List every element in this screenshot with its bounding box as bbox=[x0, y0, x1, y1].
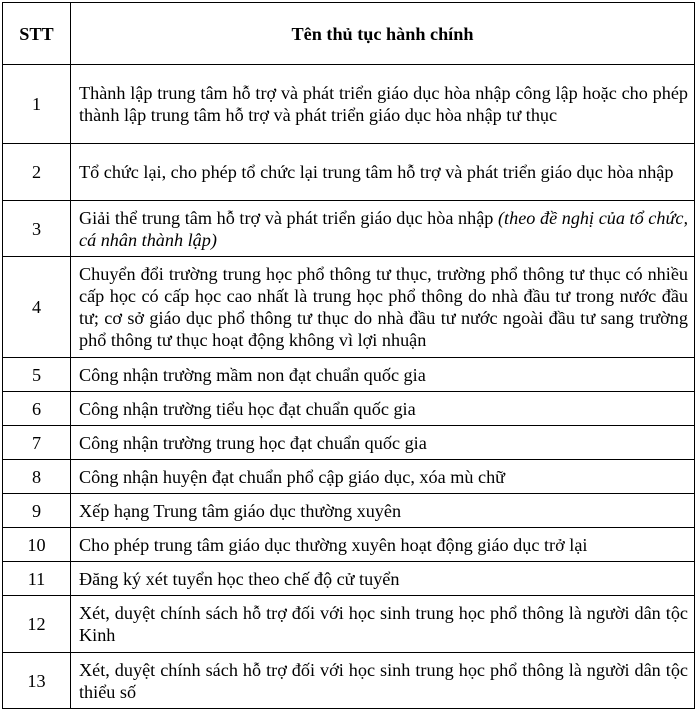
row-number: 4 bbox=[3, 257, 71, 358]
table-row bbox=[3, 201, 695, 257]
table-row bbox=[3, 144, 695, 201]
table-row bbox=[3, 653, 695, 709]
procedure-name: Tổ chức lại, cho phép tổ chức lại trung tâm hỗ trợ và phát triển giáo dục hòa nhập bbox=[71, 144, 695, 201]
procedure-name-text: Giải thể trung tâm hỗ trợ và phát triển giáo dục hòa nhập bbox=[79, 207, 494, 228]
row-number: 11 bbox=[3, 562, 71, 596]
procedure-note: (theo đề nghị của tổ chức, cá nhân thành lập) bbox=[79, 207, 689, 250]
row-number: 8 bbox=[3, 460, 71, 494]
row-number: 5 bbox=[3, 358, 71, 392]
procedure-name: Công nhận huyện đạt chuẩn phổ cập giáo dục, xóa mù chữ bbox=[71, 460, 695, 494]
procedure-name: Chuyển đổi trường trung học phổ thông tư thục, trường phổ thông tư thục có nhiều cấp học có cấp học cao nhất là trung học phổ thông do nhà đầu tư trong nước đầu tư; cơ sở giáo dục phổ thông tư thục do nhà đầu tư nước ngoài đầu tư sang trường phổ thông tư thục hoạt động không vì lợi nhuận bbox=[71, 257, 695, 358]
procedure-name: Thành lập trung tâm hỗ trợ và phát triển giáo dục hòa nhập công lập hoặc cho phép thành lập trung tâm hỗ trợ và phát triển giáo dục hòa nhập tư thục bbox=[71, 65, 695, 144]
procedure-name: Cho phép trung tâm giáo dục thường xuyên hoạt động giáo dục trở lại bbox=[71, 528, 695, 562]
document-page bbox=[2, 2, 695, 709]
procedure-name: Xếp hạng Trung tâm giáo dục thường xuyên bbox=[71, 494, 695, 528]
row-number: 7 bbox=[3, 426, 71, 460]
table-row bbox=[3, 257, 695, 358]
header-procedure-name: Tên thủ tục hành chính bbox=[71, 3, 695, 65]
procedure-name: Xét, duyệt chính sách hỗ trợ đối với học sinh trung học phổ thông là người dân tộc thiểu số bbox=[71, 653, 695, 709]
table-row bbox=[3, 358, 695, 392]
table-row bbox=[3, 392, 695, 426]
table-row bbox=[3, 426, 695, 460]
table-row bbox=[3, 528, 695, 562]
row-number: 1 bbox=[3, 65, 71, 144]
table-row bbox=[3, 65, 695, 144]
procedure-name: Công nhận trường mầm non đạt chuẩn quốc gia bbox=[71, 358, 695, 392]
row-number: 9 bbox=[3, 494, 71, 528]
row-number: 3 bbox=[3, 201, 71, 257]
table-row bbox=[3, 460, 695, 494]
table-header-row bbox=[3, 3, 695, 65]
procedures-table bbox=[2, 2, 695, 709]
row-number: 6 bbox=[3, 392, 71, 426]
row-number: 2 bbox=[3, 144, 71, 201]
header-stt: STT bbox=[3, 3, 71, 65]
procedure-name: Đăng ký xét tuyển học theo chế độ cử tuyển bbox=[71, 562, 695, 596]
procedure-name: Công nhận trường tiểu học đạt chuẩn quốc gia bbox=[71, 392, 695, 426]
row-number: 13 bbox=[3, 653, 71, 709]
table-row bbox=[3, 596, 695, 653]
row-number: 12 bbox=[3, 596, 71, 653]
table-row bbox=[3, 562, 695, 596]
row-number: 10 bbox=[3, 528, 71, 562]
procedure-name bbox=[71, 201, 695, 257]
table-row bbox=[3, 494, 695, 528]
procedure-name: Xét, duyệt chính sách hỗ trợ đối với học sinh trung học phổ thông là người dân tộc Kinh bbox=[71, 596, 695, 653]
procedure-name: Công nhận trường trung học đạt chuẩn quốc gia bbox=[71, 426, 695, 460]
